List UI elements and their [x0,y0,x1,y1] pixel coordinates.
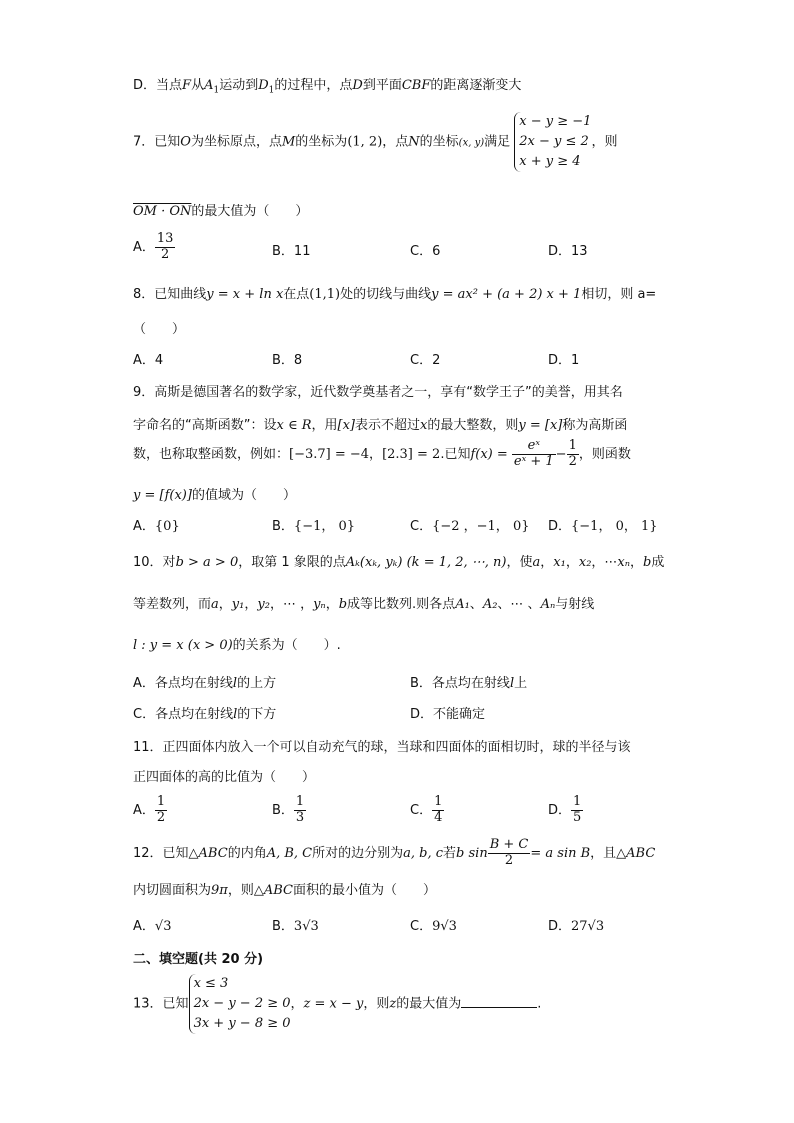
fraction: $\frac{B + C}{2}$ [489,837,529,868]
q11-option-b[interactable]: B． $\frac{1}{3}$ [272,794,305,825]
q7-option-a[interactable]: A． $\frac{13}{2}$ [133,231,174,262]
fraction: $\frac{1}{5}$ [573,794,582,825]
q8-paren: （ ） [133,322,186,337]
q8-option-d[interactable]: D．1 [548,353,580,368]
q8-option-a[interactable]: A．4 [133,353,164,368]
fraction: $\frac{13}{2}$ [156,231,174,262]
q9-option-c[interactable]: C．{−2 ，−1， 0} [410,519,530,534]
q9-option-b[interactable]: B．{−1， 0} [272,519,356,534]
fraction: $\frac{1}{3}$ [295,794,305,825]
q9-option-d[interactable]: D．{−1， 0， 1} [548,519,658,534]
q13-stem: 13．已知 x ≤ 3 2x − y − 2 ≥ 0 3x + y − 8 ≥ 0 ，z = x − y，则z的最大值为 . [133,974,541,1034]
q12-line-1: 12．已知△ABC的内角A, B, C所对的边分别为a, b, c若b sin $\frac{B + C}{2}$ = a sin B，且△ABC [133,837,656,868]
q10-line-3: l : y = x (x > 0)的关系为（ ）. [133,638,341,653]
q10-option-b[interactable]: B．各点均在射线l上 [410,676,528,691]
fraction: $\frac{1}{2}$ [568,438,577,469]
q8-stem: 8．已知曲线y = x + ln x在点(1,1)处的切线与曲线y = ax² + (a + 2) x + 1相切，则 a= [133,287,657,302]
q12-option-c[interactable]: C．9√3 [410,919,457,934]
q11-option-d[interactable]: D． $\frac{1}{5}$ [548,794,582,825]
q12-line-2: 内切圆面积为9π，则△ABC面积的最小值为（ ） [133,883,436,898]
q9-line-1: 9．高斯是德国著名的数学家，近代数学奠基者之一，享有“数学王子”的美誉，用其名 [133,385,623,400]
q10-option-c[interactable]: C．各点均在射线l的下方 [133,707,277,722]
q9-option-a[interactable]: A．{0} [133,519,180,534]
q12-option-b[interactable]: B．3√3 [272,919,319,934]
q7-constraint-system: x − y ≥ −1 2x − y ≤ 2 x + y ≥ 4 [514,112,591,172]
q8-option-c[interactable]: C．2 [410,353,441,368]
q7-question: OM · ON的最大值为（ ） [133,204,309,219]
q12-option-d[interactable]: D．27√3 [548,919,605,934]
section-heading-fill-in: 二、填空题(共 20 分) [133,952,264,967]
q10-option-d[interactable]: D．不能确定 [410,707,486,722]
q11-line-1: 11．正四面体内放入一个可以自动充气的球，当球和四面体的面相切时，球的半径与该 [133,740,631,755]
q7-stem: 7．已知O为坐标原点，点M的坐标为(1, 2)，点N的坐标(x, y)满足 x − y ≥ −1 2x − y ≤ 2 x + y ≥ 4 ，则 [133,112,617,172]
q8-option-b[interactable]: B．8 [272,353,303,368]
q6-option-d: D．当点F从$A_1$运动到$D_1$的过程中，点D到平面CBF的距离逐渐变大 [133,78,522,96]
fraction: $\frac{1}{4}$ [434,794,443,825]
fraction: $\frac{\text{eˣ}}{\text{eˣ + 1}}$ [513,438,554,469]
answer-blank[interactable] [461,995,537,1008]
q9-line-4: y = [f(x)]的值域为（ ） [133,488,296,503]
q9-line-2: 字命名的“高斯函数”：设x ∈ R，用[x]表示不超过x的最大整数，则y = [x]称为高斯函 [133,418,628,433]
q7-option-d[interactable]: D．13 [548,244,588,259]
q12-option-a[interactable]: A．√3 [133,919,172,934]
q10-option-a[interactable]: A．各点均在射线l的上方 [133,676,277,691]
q7-option-c[interactable]: C．6 [410,244,441,259]
q9-line-3: 数，也称取整函数，例如：[−3.7] = −4，[2.3] = 2.已知f(x) = $\frac{\text{eˣ}}{\text{eˣ + 1}}$ − $\frac{1}{2}$ ，则函数 [133,438,631,469]
q10-line-1: 10．对b > a > 0，取第 1 象限的点Aₖ(xₖ, yₖ) (k = 1, 2, ⋯, n)，使a，x₁，x₂，⋯xₙ，b成 [133,555,665,570]
q11-line-2: 正四面体的高的比值为（ ） [133,770,316,785]
q7-option-b[interactable]: B．11 [272,244,311,259]
fraction: $\frac{1}{2}$ [156,794,166,825]
q10-line-2: 等差数列，而a，y₁，y₂，⋯ ，yₙ，b成等比数列.则各点A₁、A₂、⋯ 、Aₙ与射线 [133,597,595,612]
q11-option-a[interactable]: A． $\frac{1}{2}$ [133,794,166,825]
q11-option-c[interactable]: C． $\frac{1}{4}$ [410,794,443,825]
q13-constraint-system: x ≤ 3 2x − y − 2 ≥ 0 3x + y − 8 ≥ 0 [189,974,291,1034]
